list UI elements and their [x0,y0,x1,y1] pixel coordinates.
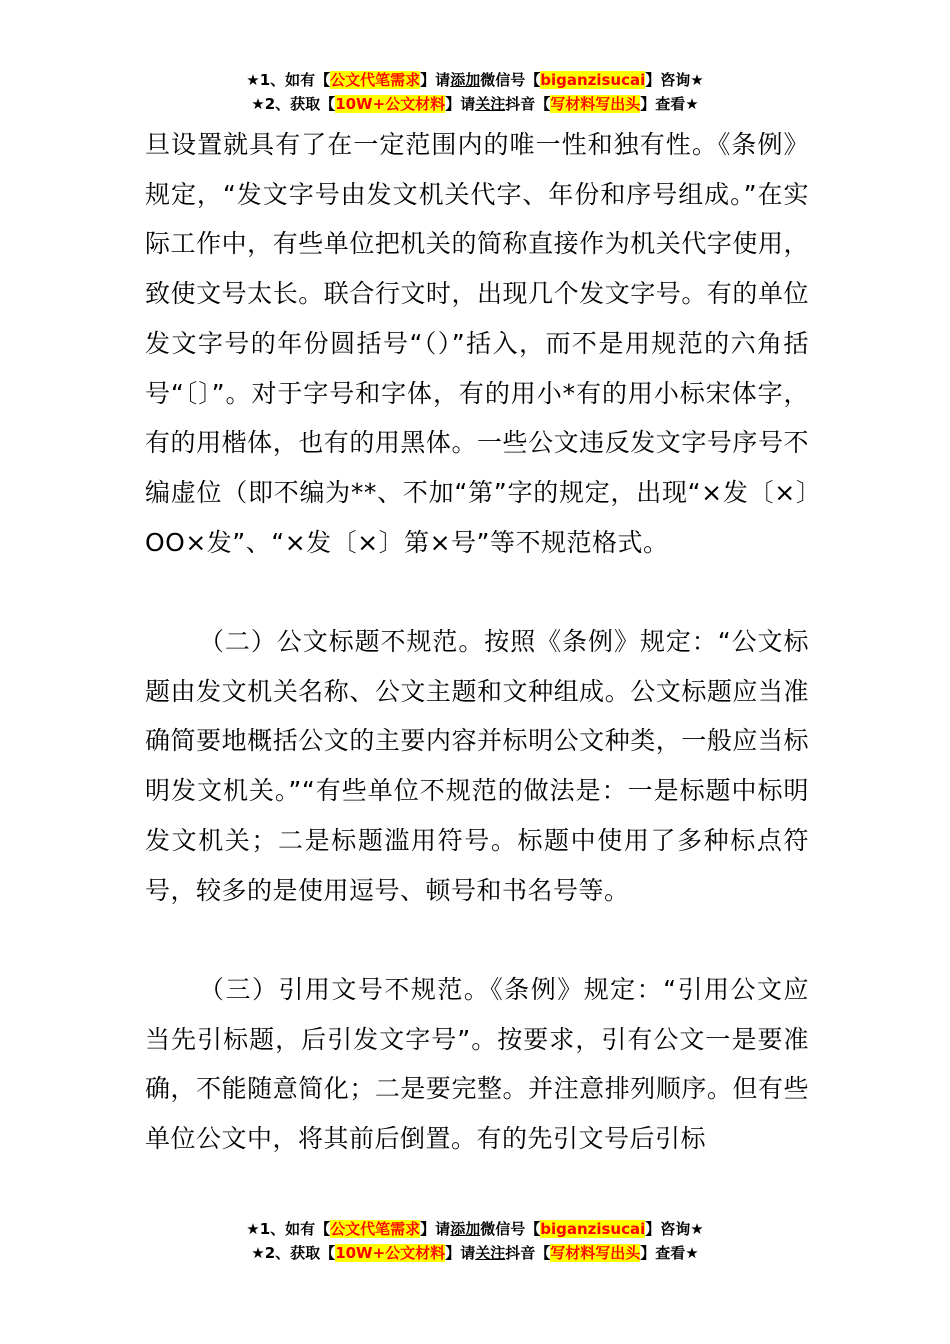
paragraph-section-2: （二）公文标题不规范。按照《条例》规定：“公文标题由发文机关名称、公文主题和文种组成。公文标题应当准确简要地概括公文的主要内容并标明公文种类，一般应当标明发文机关。”“有些单位不规范的做法是：一是标题中标明发文机关；二是标题滥用符号。标题中使用了多种标点符号，较多的是使用逗号、顿号和书名号等。 [145,627,809,905]
banner-text: 】请 [445,1244,476,1262]
banner-text: ★1、如有【 [246,71,331,89]
footer-banner [0,1217,950,1265]
banner-text: ★2、获取【 [251,95,336,113]
banner-emphasis: 关注 [475,95,506,113]
banner-text: 抖音【 [505,95,551,113]
banner-emphasis: 关注 [475,1244,506,1262]
header-banner [0,68,950,116]
banner-text: 】查看★ [640,95,699,113]
banner-line-2 [0,92,950,116]
highlight-wechat-id: biganzisucai [540,71,646,89]
document-body [145,120,809,1164]
banner-text: ★1、如有【 [246,1220,331,1238]
highlight-materials: 10W+公文材料 [335,95,446,113]
banner-text: ★2、获取【 [251,1244,336,1262]
highlight-douyin-account: 写材料写出头 [550,1244,641,1262]
banner-text: 】请 [445,95,476,113]
paragraph-section-3: （三）引用文号不规范。《条例》规定：“引用公文应当先引标题，后引发文字号”。按要求，引有公文一是要准确，不能随意简化；二是要完整。并注意排列顺序。但有些单位公文中，将其前后倒置。有的先引文号后引标 [145,974,809,1154]
banner-line-2 [0,1241,950,1265]
paragraph-continued: 旦设置就具有了在一定范围内的唯一性和独有性。《条例》规定，“发文字号由发文机关代字、年份和序号组成。”在实际工作中，有些单位把机关的简称直接作为机关代字使用，致使文号太长。联合行文时，出现几个发文字号。有的单位发文字号的年份圆括号“（）”括入，而不是用规范的六角括号“〔〕”。对于字号和字体，有的用小*有的用小标宋体字，有的用楷体，也有的用黑体。一些公文违反发文字号序号不编虚位（即不编为**、不加“第”字的规定，出现“×发〔×〕OO×发”、“×发〔×〕第×号”等不规范格式。 [145,130,809,557]
highlight-douyin-account: 写材料写出头 [550,95,641,113]
banner-text: 】请 [420,71,451,89]
banner-emphasis: 添加 [450,71,481,89]
highlight-service: 公文代笔需求 [330,1220,421,1238]
banner-text: 微信号【 [480,1220,541,1238]
paragraph-gap [145,567,809,617]
highlight-wechat-id: biganzisucai [540,1220,646,1238]
banner-text: 】请 [420,1220,451,1238]
banner-text: 】咨询★ [645,1220,704,1238]
banner-text: 抖音【 [505,1244,551,1262]
paragraph-gap [145,915,809,965]
highlight-service: 公文代笔需求 [330,71,421,89]
highlight-materials: 10W+公文材料 [335,1244,446,1262]
banner-line-1 [0,68,950,92]
banner-emphasis: 添加 [450,1220,481,1238]
banner-text: 】咨询★ [645,71,704,89]
banner-text: 微信号【 [480,71,541,89]
banner-line-1 [0,1217,950,1241]
banner-text: 】查看★ [640,1244,699,1262]
